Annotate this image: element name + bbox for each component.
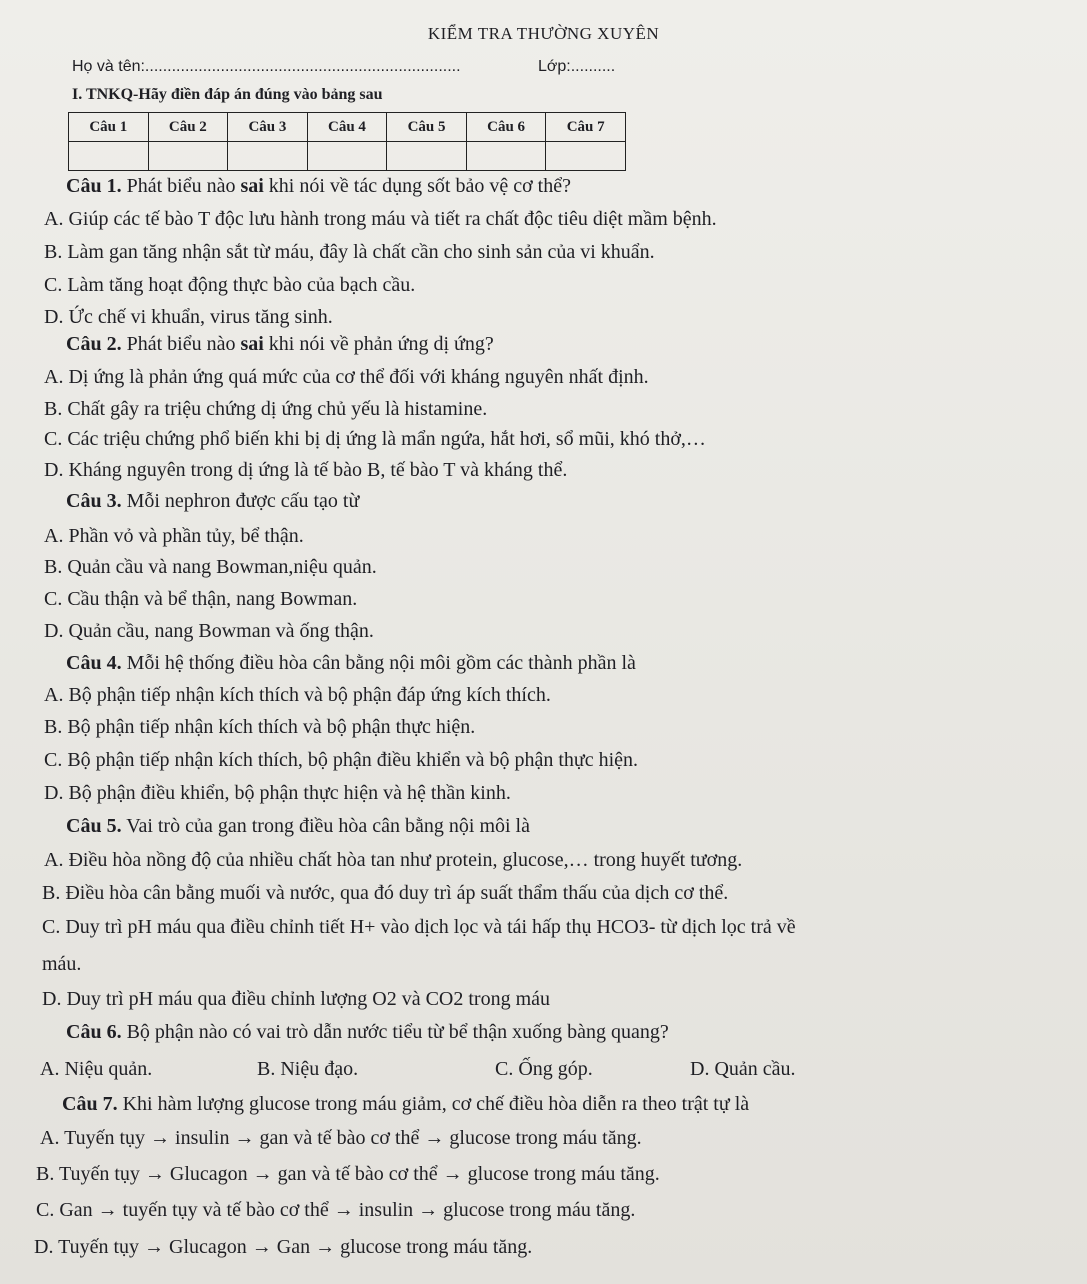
question-number: Câu 4.: [66, 652, 122, 674]
answer-cell[interactable]: [466, 142, 546, 171]
question-4-stem: Câu 4. Mỗi hệ thống điều hòa cân bằng nội môi gồm các thành phần là: [66, 652, 636, 674]
question-3-option-b: B. Quản cầu và nang Bowman,niệu quản.: [44, 556, 377, 578]
question-4-option-c: C. Bộ phận tiếp nhận kích thích, bộ phận điều khiển và bộ phận thực hiện.: [44, 749, 639, 771]
question-number: Câu 7.: [62, 1093, 118, 1115]
question-2-stem: Câu 2. Phát biểu nào sai khi nói về phản ứng dị ứng?: [66, 333, 494, 355]
answer-table-answer-row: [69, 142, 626, 171]
question-5-option-d: D. Duy trì pH máu qua điều chỉnh lượng O2 và CO2 trong máu: [42, 988, 551, 1010]
question-2-option-c: C. Các triệu chứng phổ biến khi bị dị ứng là mẩn ngứa, hắt hơi, sổ mũi, khó thở,…: [44, 428, 706, 450]
answer-header-cell: Câu 2: [148, 113, 228, 142]
emphasis-sai: sai: [240, 175, 264, 197]
question-number: Câu 1.: [66, 175, 122, 197]
question-3-option-c: C. Cầu thận và bể thận, nang Bowman.: [44, 588, 358, 610]
answer-cell[interactable]: [69, 142, 149, 171]
question-2-option-d: D. Kháng nguyên trong dị ứng là tế bào B, tế bào T và kháng thể.: [44, 459, 568, 481]
question-5-option-a: A. Điều hòa nồng độ của nhiều chất hòa tan như protein, glucose,… trong huyết tương.: [44, 849, 743, 871]
question-6-option-d: D. Quản cầu.: [690, 1058, 796, 1080]
question-1-option-a: A. Giúp các tế bào T độc lưu hành trong máu và tiết ra chất độc tiêu diệt mầm bệnh.: [44, 208, 717, 230]
answer-cell[interactable]: [307, 142, 387, 171]
answer-cell[interactable]: [387, 142, 467, 171]
question-4-option-a: A. Bộ phận tiếp nhận kích thích và bộ phận đáp ứng kích thích.: [44, 684, 551, 706]
section-title: I. TNKQ-Hãy điền đáp án đúng vào bảng sau: [72, 86, 383, 103]
question-number: Câu 3.: [66, 490, 122, 512]
answer-table-header-row: [69, 113, 626, 142]
question-number: Câu 6.: [66, 1021, 122, 1043]
question-6-option-c: C. Ống góp.: [495, 1058, 593, 1080]
question-1-option-b: B. Làm gan tăng nhận sắt từ máu, đây là chất cần cho sinh sản của vi khuẩn.: [44, 241, 655, 263]
answer-header-cell: Câu 7: [546, 113, 626, 142]
answer-cell[interactable]: [148, 142, 228, 171]
question-6-option-a: A. Niệu quản.: [40, 1058, 153, 1080]
question-7-option-b: B. Tuyến tụy → Glucagon → gan và tế bào cơ thể → glucose trong máu tăng.: [36, 1163, 660, 1185]
question-6-option-b: B. Niệu đạo.: [257, 1058, 359, 1080]
question-1-option-d: D. Ức chế vi khuẩn, virus tăng sinh.: [44, 306, 333, 328]
question-4-option-d: D. Bộ phận điều khiển, bộ phận thực hiện và hệ thần kinh.: [44, 782, 511, 804]
answer-header-cell: Câu 6: [466, 113, 546, 142]
question-3-option-d: D. Quản cầu, nang Bowman và ống thận.: [44, 620, 374, 642]
question-7-stem: Câu 7. Khi hàm lượng glucose trong máu giảm, cơ chế điều hòa diễn ra theo trật tự là: [62, 1093, 750, 1115]
question-7-option-a: A. Tuyến tụy → insulin → gan và tế bào cơ thể → glucose trong máu tăng.: [40, 1127, 642, 1149]
student-name-line: Họ và tên:.......................................................................: [72, 58, 461, 75]
answer-header-cell: Câu 5: [387, 113, 467, 142]
question-3-stem: Câu 3. Mỗi nephron được cấu tạo từ: [66, 490, 360, 512]
question-5-option-c-continuation: máu.: [42, 953, 82, 975]
question-5-stem: Câu 5. Vai trò của gan trong điều hòa cân bằng nội môi là: [66, 815, 530, 837]
question-5-option-c: C. Duy trì pH máu qua điều chỉnh tiết H+ vào dịch lọc và tái hấp thụ HCO3- từ dịch lọc trả về: [42, 916, 796, 938]
question-7-option-d: D. Tuyến tụy → Glucagon → Gan → glucose trong máu tăng.: [34, 1236, 533, 1258]
question-5-option-b: B. Điều hòa cân bằng muối và nước, qua đó duy trì áp suất thẩm thấu của dịch cơ thể.: [42, 882, 729, 904]
question-number: Câu 5.: [66, 815, 122, 837]
answer-cell[interactable]: [546, 142, 626, 171]
exam-title: KIỂM TRA THƯỜNG XUYÊN: [427, 24, 660, 43]
question-4-option-b: B. Bộ phận tiếp nhận kích thích và bộ phận thực hiện.: [44, 716, 476, 738]
answer-header-cell: Câu 1: [69, 113, 149, 142]
question-3-option-a: A. Phần vỏ và phần tủy, bể thận.: [44, 525, 304, 547]
question-2-option-b: B. Chất gây ra triệu chứng dị ứng chủ yếu là histamine.: [44, 398, 488, 420]
question-number: Câu 2.: [66, 333, 122, 355]
question-1-option-c: C. Làm tăng hoạt động thực bào của bạch cầu.: [44, 274, 416, 296]
question-1-stem: Câu 1. Phát biểu nào sai khi nói về tác dụng sốt bảo vệ cơ thể?: [66, 175, 571, 197]
answer-header-cell: Câu 3: [228, 113, 308, 142]
question-6-stem: Câu 6. Bộ phận nào có vai trò dẫn nước tiểu từ bể thận xuống bàng quang?: [66, 1021, 669, 1043]
question-2-option-a: A. Dị ứng là phản ứng quá mức của cơ thể đối với kháng nguyên nhất định.: [44, 366, 649, 388]
question-7-option-c: C. Gan → tuyến tụy và tế bào cơ thể → insulin → glucose trong máu tăng.: [36, 1199, 636, 1221]
answer-cell[interactable]: [228, 142, 308, 171]
answer-table: [68, 112, 626, 171]
emphasis-sai: sai: [240, 333, 264, 355]
class-line: Lớp:..........: [538, 58, 616, 75]
answer-header-cell: Câu 4: [307, 113, 387, 142]
